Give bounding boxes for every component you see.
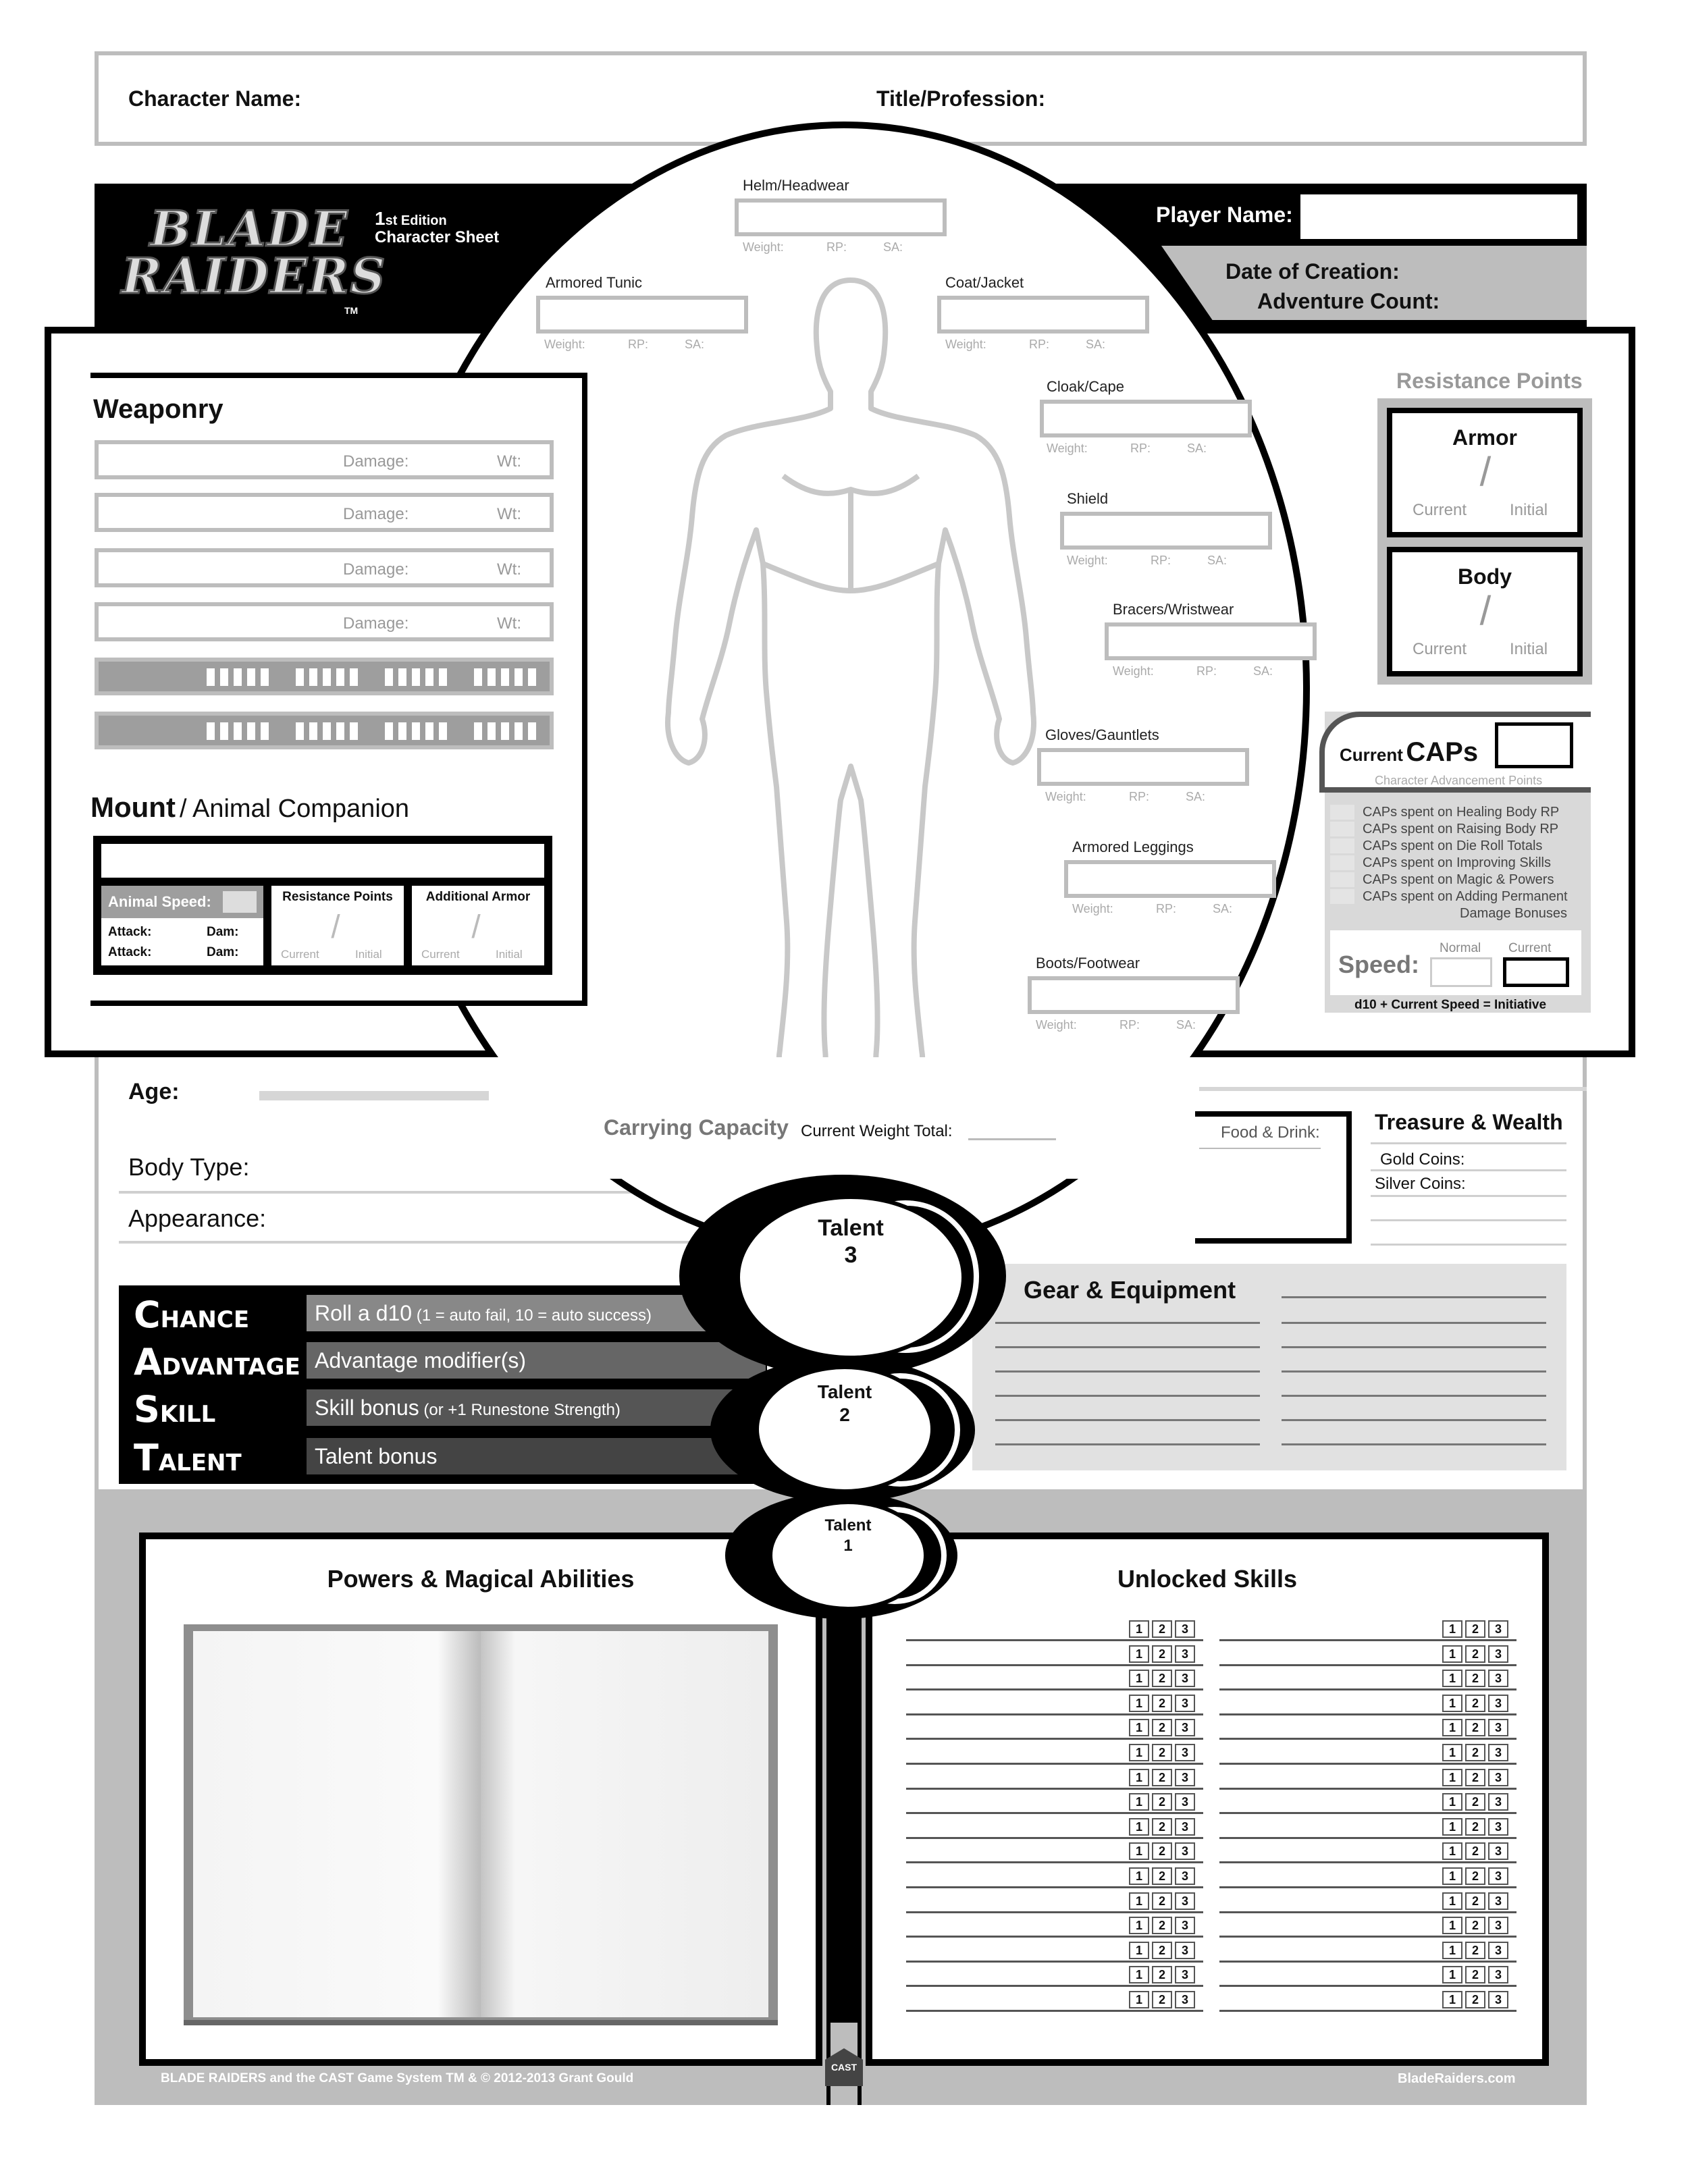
skill-level-box[interactable]: 1: [1129, 1991, 1149, 2008]
skill-level-box[interactable]: 2: [1465, 1744, 1485, 1761]
skill-level-box[interactable]: 2: [1465, 1867, 1485, 1885]
skill-line: [906, 1837, 1203, 1839]
skill-level-box[interactable]: 2: [1152, 1769, 1172, 1786]
edition-label: 1st Edition: [375, 208, 447, 229]
skill-line: [906, 1788, 1203, 1790]
skill-level-box[interactable]: 2: [1152, 1793, 1172, 1811]
skill-level-box[interactable]: 1: [1129, 1818, 1149, 1836]
skill-line: [906, 1812, 1203, 1814]
skills-title: Unlocked Skills: [1117, 1565, 1298, 1593]
date-of-creation-label: Date of Creation:: [1225, 259, 1400, 284]
weight-total-label: Current Weight Total:: [801, 1122, 953, 1140]
gear-line-l1: [995, 1322, 1260, 1324]
skill-level-box[interactable]: 1: [1442, 1991, 1462, 2008]
food-drink-line: [1199, 1148, 1321, 1149]
skill-row[interactable]: [1219, 1990, 1516, 2014]
skill-row[interactable]: [906, 1767, 1203, 1792]
skill-level-box[interactable]: 1: [1442, 1645, 1462, 1663]
treasure-line-0: [1371, 1142, 1566, 1144]
skill-row[interactable]: [906, 1990, 1203, 2014]
cast-row-advantage: ADVANTAGE Advantage modifier(s): [119, 1337, 767, 1381]
speed-normal-label: Normal: [1440, 941, 1481, 955]
skill-level-box[interactable]: 2: [1465, 1719, 1485, 1736]
skill-level-box[interactable]: 3: [1175, 1793, 1195, 1811]
skill-level-box[interactable]: 1: [1129, 1695, 1149, 1712]
treasure-line-1: [1371, 1169, 1566, 1171]
skill-level-box[interactable]: 3: [1175, 1695, 1195, 1712]
skill-level-box[interactable]: 1: [1442, 1842, 1462, 1860]
gear-line-l4: [995, 1395, 1260, 1397]
skill-level-box[interactable]: 2: [1152, 1620, 1172, 1638]
skill-line: [906, 1911, 1203, 1913]
coat-field[interactable]: [937, 296, 1149, 334]
skill-level-box[interactable]: 2: [1152, 1695, 1172, 1712]
food-drink-label: Food & Drink:: [1221, 1123, 1320, 1142]
skill-level-box[interactable]: 1: [1129, 1966, 1149, 1983]
skill-level-box[interactable]: 3: [1175, 1892, 1195, 1910]
skill-line: [1219, 1738, 1516, 1740]
title-profession-label: Title/Profession:: [876, 86, 1046, 111]
skill-level-box[interactable]: 3: [1488, 1917, 1508, 1934]
skill-line: [1219, 1639, 1516, 1641]
gear-line-l2: [995, 1346, 1260, 1348]
gear-line-r5: [1282, 1419, 1546, 1421]
skill-level-box[interactable]: 3: [1488, 1645, 1508, 1663]
skill-level-box[interactable]: 3: [1488, 1670, 1508, 1687]
skill-level-box[interactable]: 2: [1465, 1892, 1485, 1910]
skill-level-box[interactable]: 2: [1152, 1991, 1172, 2008]
body-silhouette: [648, 273, 1053, 1097]
cloak-field[interactable]: [1040, 400, 1252, 437]
skill-level-box[interactable]: 1: [1442, 1818, 1462, 1836]
cast-logo: CAST: [825, 2048, 863, 2086]
skill-level-box[interactable]: 3: [1175, 1670, 1195, 1687]
skill-level-box[interactable]: 2: [1465, 1917, 1485, 1934]
skill-level-box[interactable]: 1: [1442, 1769, 1462, 1786]
skill-line: [1219, 2010, 1516, 2012]
gold-coins-label: Gold Coins:: [1380, 1150, 1465, 1169]
skill-level-box[interactable]: 1: [1442, 1744, 1462, 1761]
carrying-capacity-label: Carrying Capacity: [604, 1115, 789, 1140]
skill-level-box[interactable]: 1: [1129, 1917, 1149, 1934]
skill-level-box[interactable]: 2: [1152, 1645, 1172, 1663]
treasure-line-3: [1371, 1219, 1566, 1221]
gear-line-l6: [995, 1443, 1260, 1445]
cast-row-talent: TALENT Talent bonus: [119, 1433, 767, 1477]
skill-level-box[interactable]: 3: [1175, 1620, 1195, 1638]
cap-item-extra: Damage Bonuses: [1460, 906, 1567, 921]
tunic-field[interactable]: [536, 296, 748, 334]
skills-list-right: [1219, 1619, 1516, 2051]
skill-row[interactable]: [1219, 1742, 1516, 1767]
skill-level-box[interactable]: 3: [1175, 1991, 1195, 2008]
skill-level-box[interactable]: 3: [1175, 1942, 1195, 1959]
blade-raiders-logo: BLADE RAIDERS TM: [122, 200, 387, 316]
skill-level-box[interactable]: 2: [1152, 1719, 1172, 1736]
gear-line-r1: [1282, 1322, 1546, 1324]
gear-line-r2: [1282, 1346, 1546, 1348]
skill-row[interactable]: [906, 1841, 1203, 1865]
skill-row[interactable]: [906, 1891, 1203, 1915]
skill-level-box[interactable]: 1: [1129, 1620, 1149, 1638]
skill-level-box[interactable]: 2: [1465, 1695, 1485, 1712]
gear-title: Gear & Equipment: [1024, 1276, 1236, 1304]
skill-line: [1219, 1886, 1516, 1888]
skill-line: [1219, 1985, 1516, 1987]
treasure-line-4: [1371, 1244, 1566, 1246]
skill-level-box[interactable]: 1: [1442, 1867, 1462, 1885]
gear-line-l3: [995, 1370, 1260, 1373]
open-book-image: [184, 1624, 778, 2025]
skill-level-box[interactable]: 2: [1465, 1645, 1485, 1663]
skill-line: [906, 1639, 1203, 1641]
ammo-tracker-1[interactable]: [95, 658, 554, 695]
skill-row[interactable]: [906, 1619, 1203, 1643]
skill-row[interactable]: [1219, 1668, 1516, 1693]
mount-name-field[interactable]: [101, 844, 544, 878]
skill-level-box[interactable]: 2: [1152, 1942, 1172, 1959]
adventure-count-label: Adventure Count:: [1257, 289, 1440, 313]
skill-level-box[interactable]: 3: [1488, 1842, 1508, 1860]
treasure-title: Treasure & Wealth: [1375, 1110, 1563, 1134]
skill-level-box[interactable]: 1: [1442, 1942, 1462, 1959]
skill-level-box[interactable]: 1: [1129, 1793, 1149, 1811]
skill-row[interactable]: [906, 1792, 1203, 1816]
skill-line: [906, 1985, 1203, 1987]
skill-level-box[interactable]: 3: [1488, 1966, 1508, 1983]
weapon-row-4[interactable]: Damage: Wt:: [95, 602, 554, 641]
weight-total-line: [968, 1138, 1056, 1140]
skill-level-box[interactable]: 3: [1488, 1818, 1508, 1836]
weapon-row-1[interactable]: Damage: Wt:: [95, 440, 554, 479]
cast-row-skill: SKILL Skill bonus (or +1 Runestone Strength): [119, 1384, 767, 1429]
skill-level-box[interactable]: 1: [1442, 1695, 1462, 1712]
boots-field[interactable]: [1028, 976, 1240, 1014]
skill-level-box[interactable]: 1: [1129, 1719, 1149, 1736]
skill-level-box[interactable]: 2: [1465, 1620, 1485, 1638]
player-name-field[interactable]: [1300, 194, 1577, 239]
skill-line: [1219, 1936, 1516, 1938]
skill-row[interactable]: [1219, 1915, 1516, 1940]
age-label: Age:: [128, 1079, 180, 1104]
skill-level-box[interactable]: 1: [1129, 1769, 1149, 1786]
skill-row[interactable]: [906, 1742, 1203, 1767]
skill-row[interactable]: [1219, 1644, 1516, 1668]
skill-level-box[interactable]: 2: [1152, 1818, 1172, 1836]
skill-level-box[interactable]: 3: [1488, 1991, 1508, 2008]
skill-line: [906, 1936, 1203, 1938]
skill-level-box[interactable]: 1: [1442, 1620, 1462, 1638]
skill-level-box[interactable]: 1: [1442, 1966, 1462, 1983]
skill-row[interactable]: [1219, 1817, 1516, 1841]
mount-title: Mount / Animal Companion: [90, 791, 410, 823]
skill-line: [1219, 1688, 1516, 1690]
speed-current-label: Current: [1508, 941, 1552, 955]
skill-line: [1219, 1861, 1516, 1863]
gear-line-r6: [1282, 1443, 1546, 1445]
skill-level-box[interactable]: 1: [1129, 1867, 1149, 1885]
skill-row[interactable]: [1219, 1717, 1516, 1742]
skill-row[interactable]: [1219, 1891, 1516, 1915]
skill-level-box[interactable]: 3: [1175, 1719, 1195, 1736]
skill-level-box[interactable]: 3: [1175, 1842, 1195, 1860]
skill-level-box[interactable]: 3: [1488, 1620, 1508, 1638]
initiative-label: d10 + Current Speed = Initiative: [1354, 998, 1547, 1012]
skill-level-box[interactable]: 2: [1152, 1842, 1172, 1860]
skill-row[interactable]: [906, 1866, 1203, 1890]
skill-line: [906, 1763, 1203, 1765]
skill-row[interactable]: [906, 1965, 1203, 1989]
gear-line-l5: [995, 1419, 1260, 1421]
skill-line: [906, 1738, 1203, 1740]
top-grey-line-left: [259, 1091, 489, 1100]
skill-level-box[interactable]: 3: [1488, 1793, 1508, 1811]
mount-stats: Animal Speed: Attack: Dam: Attack: Dam:: [101, 886, 263, 965]
skill-level-box[interactable]: 1: [1442, 1719, 1462, 1736]
weapon-row-2[interactable]: Damage: Wt:: [95, 493, 554, 532]
copyright-text: BLADE RAIDERS and the CAST Game System TM & © 2012-2013 Grant Gould: [161, 2071, 634, 2085]
skill-row[interactable]: [1219, 1940, 1516, 1965]
skill-row[interactable]: [906, 1693, 1203, 1717]
skill-line: [1219, 1763, 1516, 1765]
speed-normal-field[interactable]: [1430, 957, 1492, 987]
gloves-field[interactable]: [1037, 748, 1249, 786]
skill-level-box[interactable]: 1: [1129, 1670, 1149, 1687]
speed-current-field[interactable]: [1503, 957, 1569, 987]
skill-level-box[interactable]: 2: [1465, 1966, 1485, 1983]
skill-level-box[interactable]: 2: [1465, 1842, 1485, 1860]
leggings-field[interactable]: [1064, 860, 1276, 898]
player-name-label: Player Name:: [1156, 203, 1293, 227]
cast-row-chance: CHANCE Roll a d10 (1 = auto fail, 10 = auto success): [119, 1289, 767, 1334]
resistance-title: Resistance Points: [1396, 369, 1583, 393]
weaponry-title: Weaponry: [93, 394, 223, 424]
skill-line: [906, 1688, 1203, 1690]
skill-line: [1219, 1961, 1516, 1963]
skill-line: [906, 1713, 1203, 1715]
shield-field[interactable]: [1060, 512, 1272, 550]
armor-rp-box[interactable]: Armor / Current Initial: [1387, 408, 1583, 537]
skills-list-left: [906, 1619, 1203, 2051]
helm-field[interactable]: [735, 198, 947, 236]
skill-level-box[interactable]: 2: [1465, 1670, 1485, 1687]
skill-row[interactable]: [906, 1668, 1203, 1693]
skill-level-box[interactable]: 2: [1465, 1991, 1485, 2008]
skill-level-box[interactable]: 1: [1129, 1744, 1149, 1761]
skill-row[interactable]: [1219, 1619, 1516, 1643]
skill-row[interactable]: [1219, 1767, 1516, 1792]
appearance-line: [119, 1241, 706, 1244]
skill-level-box[interactable]: 2: [1152, 1966, 1172, 1983]
skill-level-box[interactable]: 2: [1152, 1917, 1172, 1934]
skill-level-box[interactable]: 3: [1175, 1867, 1195, 1885]
skill-level-box[interactable]: 1: [1442, 1892, 1462, 1910]
weapon-row-3[interactable]: Damage: Wt:: [95, 548, 554, 587]
body-type-line: [119, 1191, 706, 1194]
skill-line: [906, 1886, 1203, 1888]
skill-row[interactable]: [1219, 1792, 1516, 1816]
skill-line: [1219, 1812, 1516, 1814]
skill-level-box[interactable]: 3: [1488, 1892, 1508, 1910]
skill-line: [906, 1861, 1203, 1863]
caps-subtitle: Character Advancement Points: [1375, 774, 1543, 787]
skill-level-box[interactable]: 2: [1152, 1892, 1172, 1910]
skill-line: [906, 2010, 1203, 2012]
skill-level-box[interactable]: 3: [1488, 1744, 1508, 1761]
current-caps-field[interactable]: [1495, 722, 1573, 768]
treasure-line-2: [1371, 1195, 1566, 1197]
skill-level-box[interactable]: 2: [1152, 1670, 1172, 1687]
skill-level-box[interactable]: 1: [1129, 1645, 1149, 1663]
speed-label: Speed:: [1338, 951, 1420, 978]
gear-line-r0: [1282, 1296, 1546, 1298]
body-rp-box[interactable]: Body / Current Initial: [1387, 547, 1583, 676]
gear-line-r3: [1282, 1370, 1546, 1373]
mount-rp[interactable]: Resistance Points / Current Initial: [271, 886, 404, 965]
skill-level-box[interactable]: 2: [1465, 1769, 1485, 1786]
skill-level-box[interactable]: 2: [1152, 1744, 1172, 1761]
skill-level-box[interactable]: 1: [1442, 1670, 1462, 1687]
gear-line-r4: [1282, 1395, 1546, 1397]
character-name-label: Character Name:: [128, 86, 302, 111]
skill-level-box[interactable]: 3: [1488, 1867, 1508, 1885]
skill-line: [1219, 1837, 1516, 1839]
character-sheet-label: Character Sheet: [375, 228, 500, 246]
skill-level-box[interactable]: 1: [1442, 1917, 1462, 1934]
skill-level-box[interactable]: 3: [1175, 1917, 1195, 1934]
silver-coins-label: Silver Coins:: [1375, 1175, 1466, 1193]
skill-level-box[interactable]: 2: [1152, 1867, 1172, 1885]
powers-title: Powers & Magical Abilities: [327, 1565, 635, 1593]
website-text: BladeRaiders.com: [1398, 2071, 1516, 2086]
skill-row[interactable]: [906, 1717, 1203, 1742]
skill-line: [906, 1961, 1203, 1963]
skill-row[interactable]: [906, 1644, 1203, 1668]
skill-level-box[interactable]: 3: [1175, 1769, 1195, 1786]
skill-level-box[interactable]: 3: [1175, 1645, 1195, 1663]
skill-level-box[interactable]: 2: [1465, 1793, 1485, 1811]
skill-row[interactable]: [906, 1940, 1203, 1965]
bracers-field[interactable]: [1105, 622, 1317, 660]
skill-line: [1219, 1713, 1516, 1715]
appearance-label: Appearance:: [128, 1204, 267, 1232]
skill-row[interactable]: [906, 1817, 1203, 1841]
skill-row[interactable]: [1219, 1965, 1516, 1989]
skill-row[interactable]: [1219, 1693, 1516, 1717]
skill-level-box[interactable]: 3: [1175, 1966, 1195, 1983]
skill-row[interactable]: [1219, 1841, 1516, 1865]
skill-level-box[interactable]: 3: [1175, 1744, 1195, 1761]
animal-speed-field[interactable]: [223, 891, 257, 913]
skill-line: [1219, 1911, 1516, 1913]
body-type-label: Body Type:: [128, 1153, 250, 1181]
skill-level-box[interactable]: 3: [1488, 1942, 1508, 1959]
skill-level-box[interactable]: 3: [1488, 1695, 1508, 1712]
skill-level-box[interactable]: 1: [1442, 1793, 1462, 1811]
current-caps-label: Current CAPs: [1340, 737, 1479, 767]
skill-level-box[interactable]: 1: [1129, 1892, 1149, 1910]
skill-level-box[interactable]: 3: [1488, 1769, 1508, 1786]
skill-level-box[interactable]: 3: [1175, 1818, 1195, 1836]
skill-level-box[interactable]: 1: [1129, 1842, 1149, 1860]
top-grey-line-right: [1199, 1087, 1587, 1091]
skill-level-box[interactable]: 2: [1465, 1818, 1485, 1836]
skill-level-box[interactable]: 3: [1488, 1719, 1508, 1736]
skill-line: [1219, 1664, 1516, 1666]
ammo-tracker-2[interactable]: [95, 712, 554, 749]
skill-row[interactable]: [1219, 1866, 1516, 1890]
skill-level-box[interactable]: 2: [1465, 1942, 1485, 1959]
skill-line: [906, 1664, 1203, 1666]
skill-line: [1219, 1788, 1516, 1790]
mount-armor[interactable]: Additional Armor / Current Initial: [412, 886, 544, 965]
skill-row[interactable]: [906, 1915, 1203, 1940]
skill-level-box[interactable]: 1: [1129, 1942, 1149, 1959]
